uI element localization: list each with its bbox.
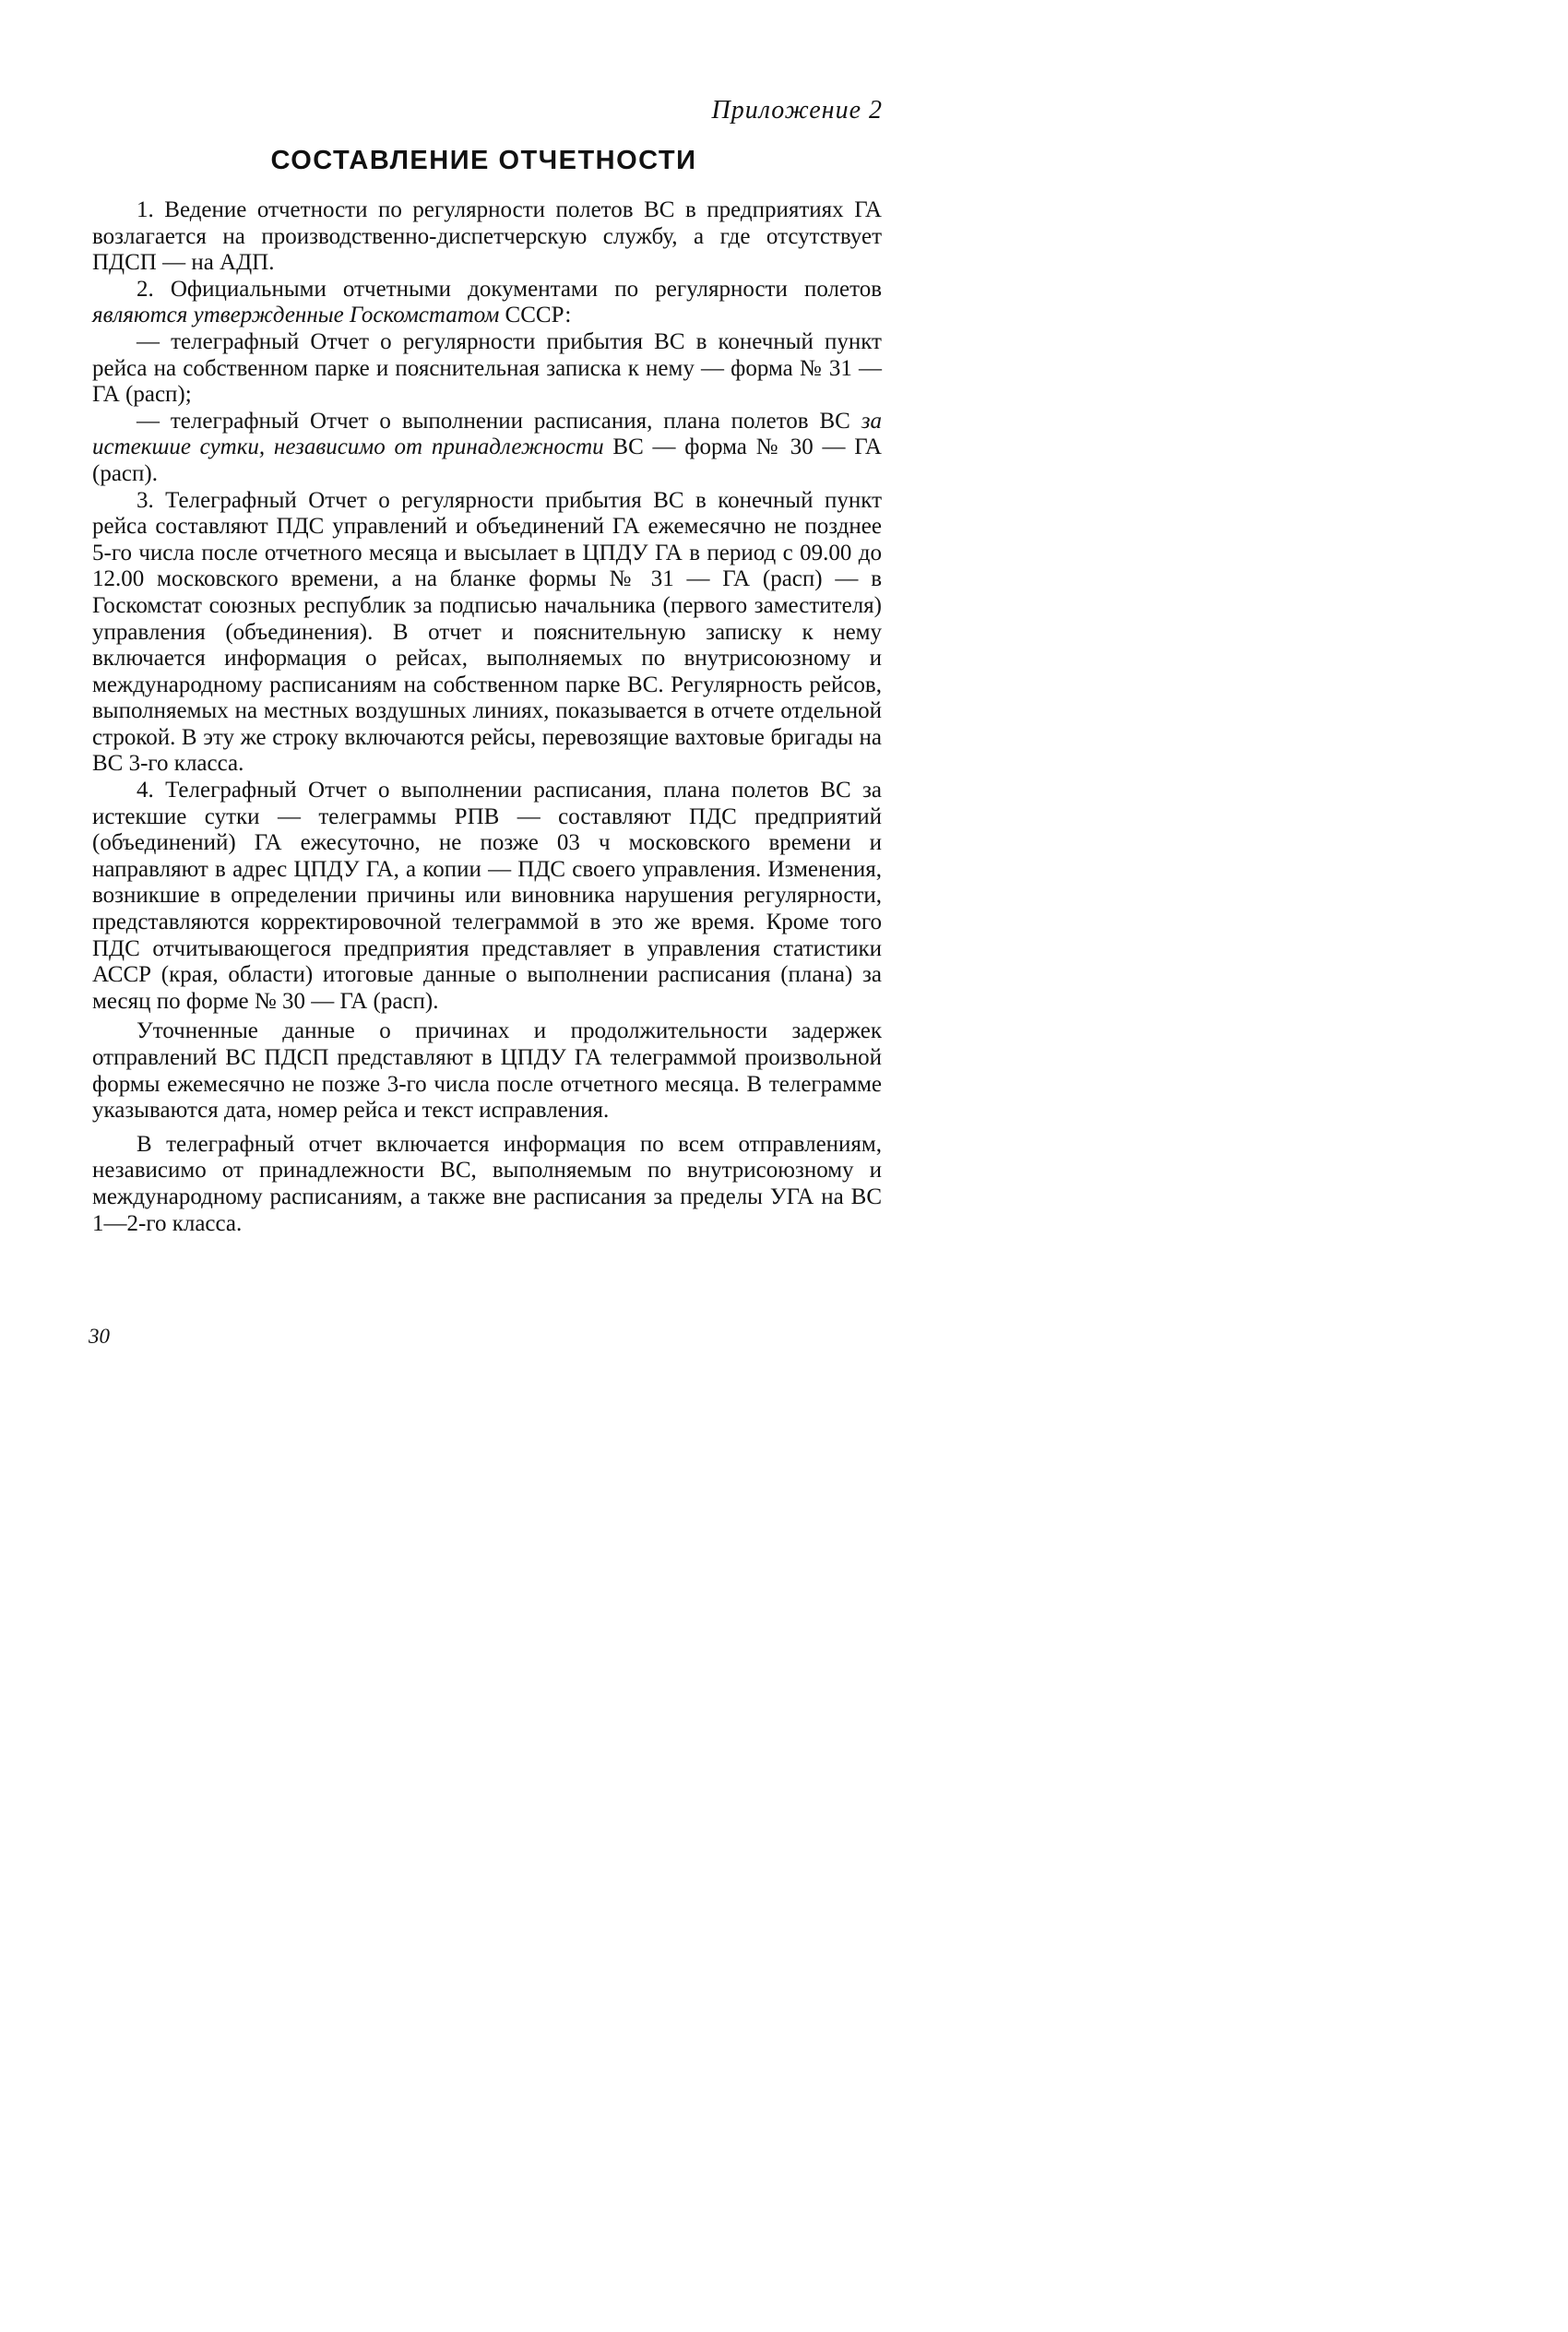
list-item-form-30 xyxy=(92,409,882,488)
paragraph-5: Уточненные данные о причинах и продолжительности задержек отправлений ВС ПДСП представляют в ЦПДУ ГА телеграммой произвольной формы ежемесячно не позже 3-го числа после отчетного месяца. В телеграмме указываются дата, номер рейса и текст исправления. xyxy=(92,1018,882,1124)
paragraph-1: 1. Ведение отчетности по регулярности полетов ВС в предприятиях ГА возлагается на производственно-диспетчерскую службу, а где отсутствует ПДСП — на АДП. xyxy=(92,197,882,276)
list-item-form-30-end: ВС — форма № 30 — ГА (расп). xyxy=(92,434,882,486)
paragraph-4: 4. Телеграфный Отчет о выполнении расписания, плана полетов ВС за истекшие сутки — телеграммы РПВ — составляют ПДС предприятий (объединений) ГА ежесуточно, не позже 03 ч московского времени и направляют в адрес ЦПДУ ГА, а копии — ПДС своего управления. Изменения, возникшие в определении причины или виновника нарушения регулярности, представляются корректировочной телеграммой в это же время. Кроме того ПДС отчитывающегося предприятия представляет в управления статистики АССР (края, области) итоговые данные о выполнении расписания (плана) за месяц по форме № 30 — ГА (расп). xyxy=(92,778,882,1014)
list-item-form-31: — телеграфный Отчет о регулярности прибытия ВС в конечный пункт рейса на собственном парке и пояснительная записка к нему — форма № 31 — ГА (расп); xyxy=(92,328,882,408)
paragraph-6: В телеграфный отчет включается информация по всем отправлениям, независимо от принадлежности ВС, выполняемым по внутрисоюзному и международному расписаниям, а также вне расписания за пределы УГА на ВС 1—2-го класса. xyxy=(92,1131,882,1236)
document-body xyxy=(92,197,882,1237)
list-item-form-30-italic: за истекшие сутки, независимо от принадлежности xyxy=(92,408,882,460)
appendix-label: Приложение 2 xyxy=(711,96,883,125)
paragraph-2-italic: являются утвержденные Госкомстатом xyxy=(92,303,500,328)
document-page xyxy=(0,0,968,1440)
paragraph-2-start: 2. Официальными отчетными документами по регулярности полетов xyxy=(137,276,882,302)
paragraph-3: 3. Телеграфный Отчет о регулярности прибытия ВС в конечный пункт рейса составляют ПДС управлений и объединений ГА ежемесячно не позднее 5-го числа после отчетного месяца и высылает в ЦПДУ ГА в период с 09.00 до 12.00 московского времени, а на бланке формы № 31 — ГА (расп) — в Госкомстат союзных республик за подписью начальника (первого заместителя) управления (объединения). В отчет и пояснительную записку к нему включается информация о рейсах, выполняемых по внутрисоюзному и международному расписаниям на собственном парке ВС. Регулярность рейсов, выполняемых на местных воздушных линиях, показывается в отчете отдельной строкой. В эту же строку включаются рейсы, перевозящие вахтовые бригады на ВС 3-го класса. xyxy=(92,487,882,777)
list-item-form-30-start: — телеграфный Отчет о выполнении расписания, плана полетов ВС xyxy=(137,408,861,434)
page-title: СОСТАВЛЕНИЕ ОТЧЕТНОСТИ xyxy=(270,146,697,175)
paragraph-2-end: СССР: xyxy=(499,303,572,328)
page-number: 30 xyxy=(89,1325,110,1348)
paragraph-2 xyxy=(92,277,882,329)
